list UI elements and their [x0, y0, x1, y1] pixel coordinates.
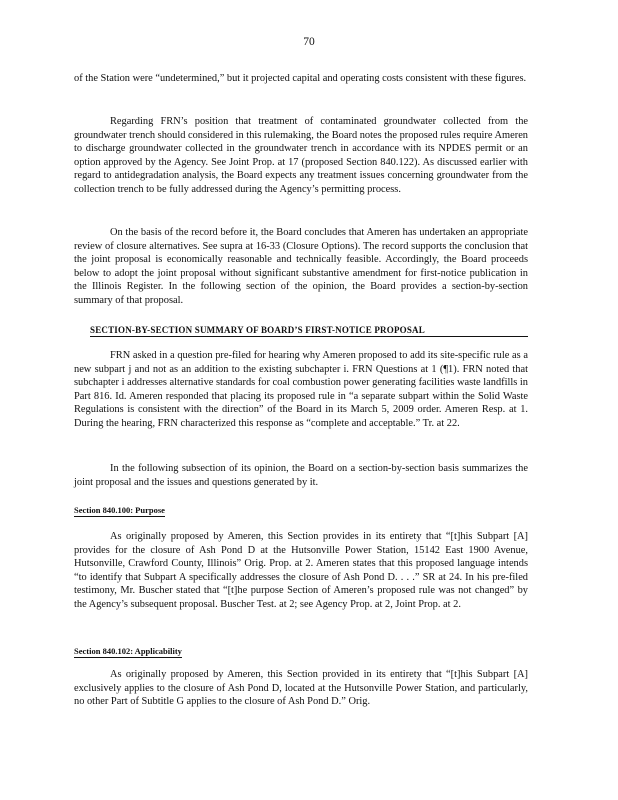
paragraph-7: As originally proposed by Ameren, this Section provided in its entirety that “[t]his Subpart [A] exclusively applies to the closure of Ash Pond D, located at the Hutsonville Power Station, and particularly, no other Part of Subtitle G applies to the closure of Ash Pond D.” Orig.	[74, 669, 528, 707]
subheading-applicability: Section 840.102: Applicability	[74, 646, 182, 656]
paragraph-4: FRN asked in a question pre-filed for hearing why Ameren proposed to add its site-specific rule as a new subpart j and not as an addition to the existing subchapter i. FRN Questions at 1 (¶1). FRN noted that subchapter i addresses alternative standards for coal combustion power generating facilities waste landfills in Part 816. Id. Ameren responded that placing its proposed rule in “a separate subpart within the Solid Waste Regulations is consistent with the direction” of the Board in its March 5, 2009 order. Ameren Resp. at 1. During the hearing, FRN characterized this response as “complete and acceptable.” Tr. at 22.	[74, 350, 528, 429]
paragraph-3: On the basis of the record before it, the Board concludes that Ameren has undertaken an appropriate review of closure alternatives. See supra at 16-33 (Closure Options). The record supports the conclusion that the joint proposal is economically reasonable and technically feasible. Accordingly, the Board proceeds below to adopt the joint proposal without significant substantive amendment for first-notice publication in the Illinois Register. In the following section of the opinion, the Board provides a section-by-section summary of that proposal.	[74, 227, 528, 306]
paragraph-6: As originally proposed by Ameren, this Section provides in its entirety that “[t]his Subpart [A] provides for the closure of Ash Pond D at the Hutsonville Power Station, 15142 East 1900 Avenue, Hutsonville, Crawford County, Illinois” Orig. Prop. at 2. Ameren states that this proposed language intends “to identify that Subpart A specifically addresses the closure of Ash Pond D. . . .” SR at 24. In his pre-filed testimony, Mr. Buscher stated that “[t]he purpose Section of Ameren’s proposed rule was not changed” by the Agency’s subsequent proposal. Buscher Test. at 2; see Agency Prop. at 2, Joint Prop. at 2.	[74, 531, 528, 610]
page-number: 70	[303, 36, 315, 48]
section-heading-summary: SECTION-BY-SECTION SUMMARY OF BOARD’S FIRST-NOTICE PROPOSAL	[90, 325, 528, 337]
paragraph-1: of the Station were “undetermined,” but it projected capital and operating costs consistent with these figures.	[74, 73, 527, 84]
paragraph-5: In the following subsection of its opinion, the Board on a section-by-section basis summarizes the joint proposal and the issues and questions generated by it.	[74, 463, 528, 488]
subheading-purpose: Section 840.100: Purpose	[74, 505, 165, 515]
paragraph-2: Regarding FRN’s position that treatment of contaminated groundwater collected from the groundwater trench should considered in this rulemaking, the Board notes the proposed rules require Ameren to discharge groundwater collected in the groundwater trench in accordance with its NPDES permit or an option approved by the Agency. See Joint Prop. at 17 (proposed Section 840.122). As discussed earlier with regard to antidegradation analysis, the Board expects any treatment issues concerning groundwater from the collection trench to be fully addressed during the Agency’s permitting process.	[74, 116, 528, 195]
